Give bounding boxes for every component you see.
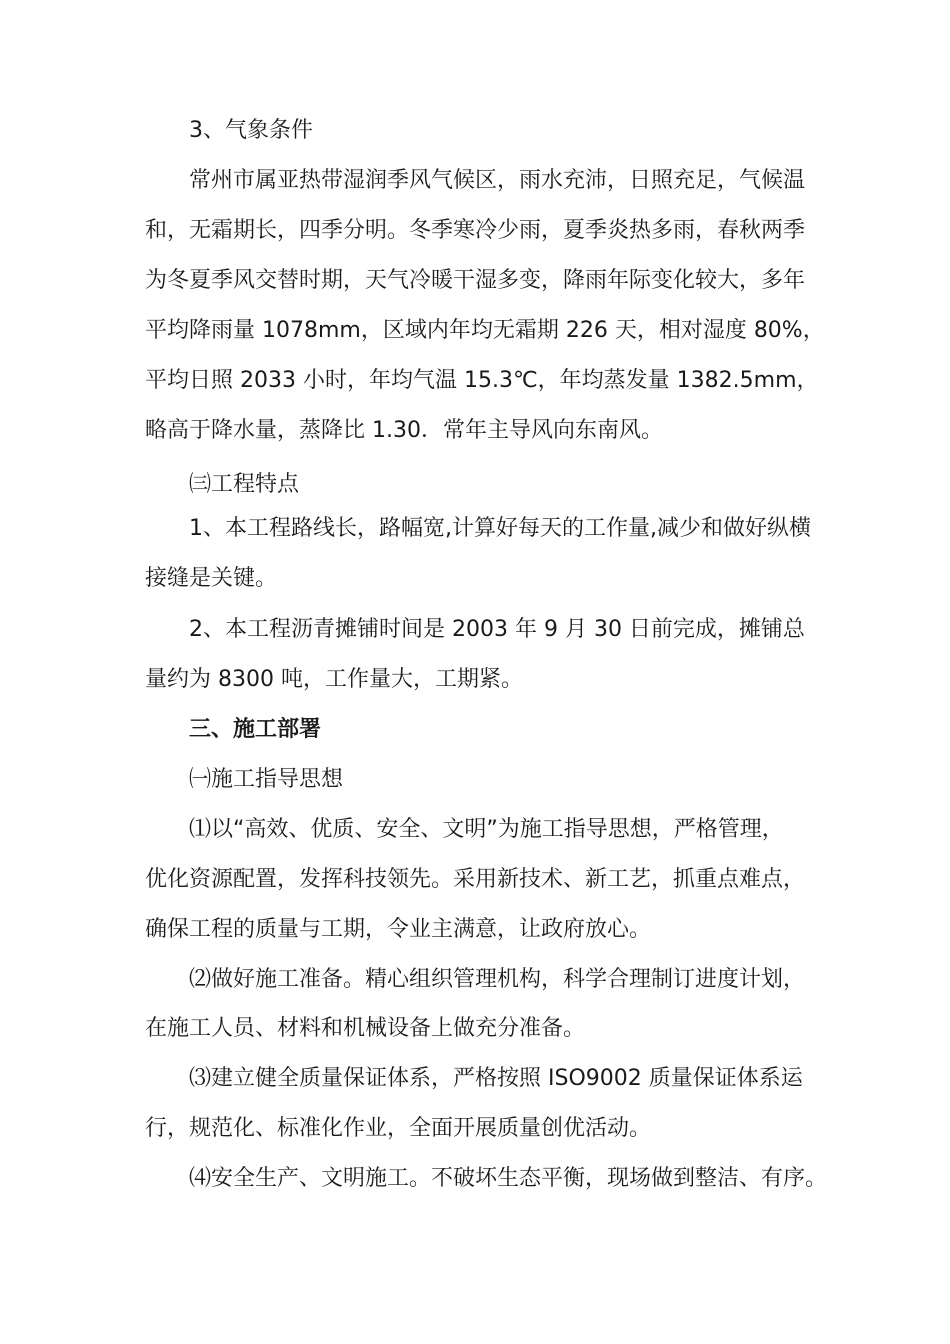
paragraph-line: 为冬夏季风交替时期，天气冷暖干湿多变，降雨年际变化较大，多年 <box>145 268 806 293</box>
paragraph-line: 优化资源配置，发挥科技领先。采用新技术、新工艺，抓重点难点， <box>145 867 806 892</box>
paragraph-line: ⑷安全生产、文明施工。不破坏生态平衡，现场做到整洁、有序。 <box>189 1166 828 1191</box>
paragraph-line: 平均日照 2033 小时，年均气温 15.3℃，年均蒸发量 1382.5mm， <box>145 368 819 393</box>
paragraph-line: 行，规范化、标准化作业，全面开展质量创优活动。 <box>145 1116 652 1141</box>
subsection-heading-features: ㈢工程特点 <box>189 472 300 497</box>
paragraph-line: 2、本工程沥青摊铺时间是 2003 年 9 月 30 日前完成，摊铺总 <box>189 617 805 642</box>
paragraph-line: ⑶建立健全质量保证体系，严格按照 ISO9002 质量保证体系运 <box>189 1066 803 1091</box>
paragraph-line: 确保工程的质量与工期，令业主满意，让政府放心。 <box>145 917 652 942</box>
section-heading-deployment: 三、施工部署 <box>189 717 322 742</box>
paragraph-line: 1、本工程路线长，路幅宽,计算好每天的工作量,减少和做好纵横 <box>189 516 811 541</box>
subsection-heading-weather: 3、气象条件 <box>189 118 313 143</box>
paragraph-line: 在施工人员、材料和机械设备上做充分准备。 <box>145 1016 586 1041</box>
paragraph-line: ⑵做好施工准备。精心组织管理机构，科学合理制订进度计划， <box>189 967 806 992</box>
paragraph-line: 量约为 8300 吨，工作量大，工期紧。 <box>145 667 523 692</box>
subsection-heading-guidance: ㈠施工指导思想 <box>189 767 344 792</box>
paragraph-line: 常州市属亚热带湿润季风气候区，雨水充沛，日照充足，气候温 <box>189 168 806 193</box>
paragraph-line: 略高于降水量，蒸降比 1.30．常年主导风向东南风。 <box>145 418 663 443</box>
paragraph-line: 平均降雨量 1078mm，区域内年均无霜期 226 天，相对湿度 80%， <box>145 318 825 343</box>
paragraph-line: 接缝是关键。 <box>145 566 278 591</box>
paragraph-line: ⑴以“高效、优质、安全、文明”为施工指导思想，严格管理， <box>189 817 784 842</box>
paragraph-line: 和，无霜期长，四季分明。冬季寒冷少雨，夏季炎热多雨，春秋两季 <box>145 218 806 243</box>
